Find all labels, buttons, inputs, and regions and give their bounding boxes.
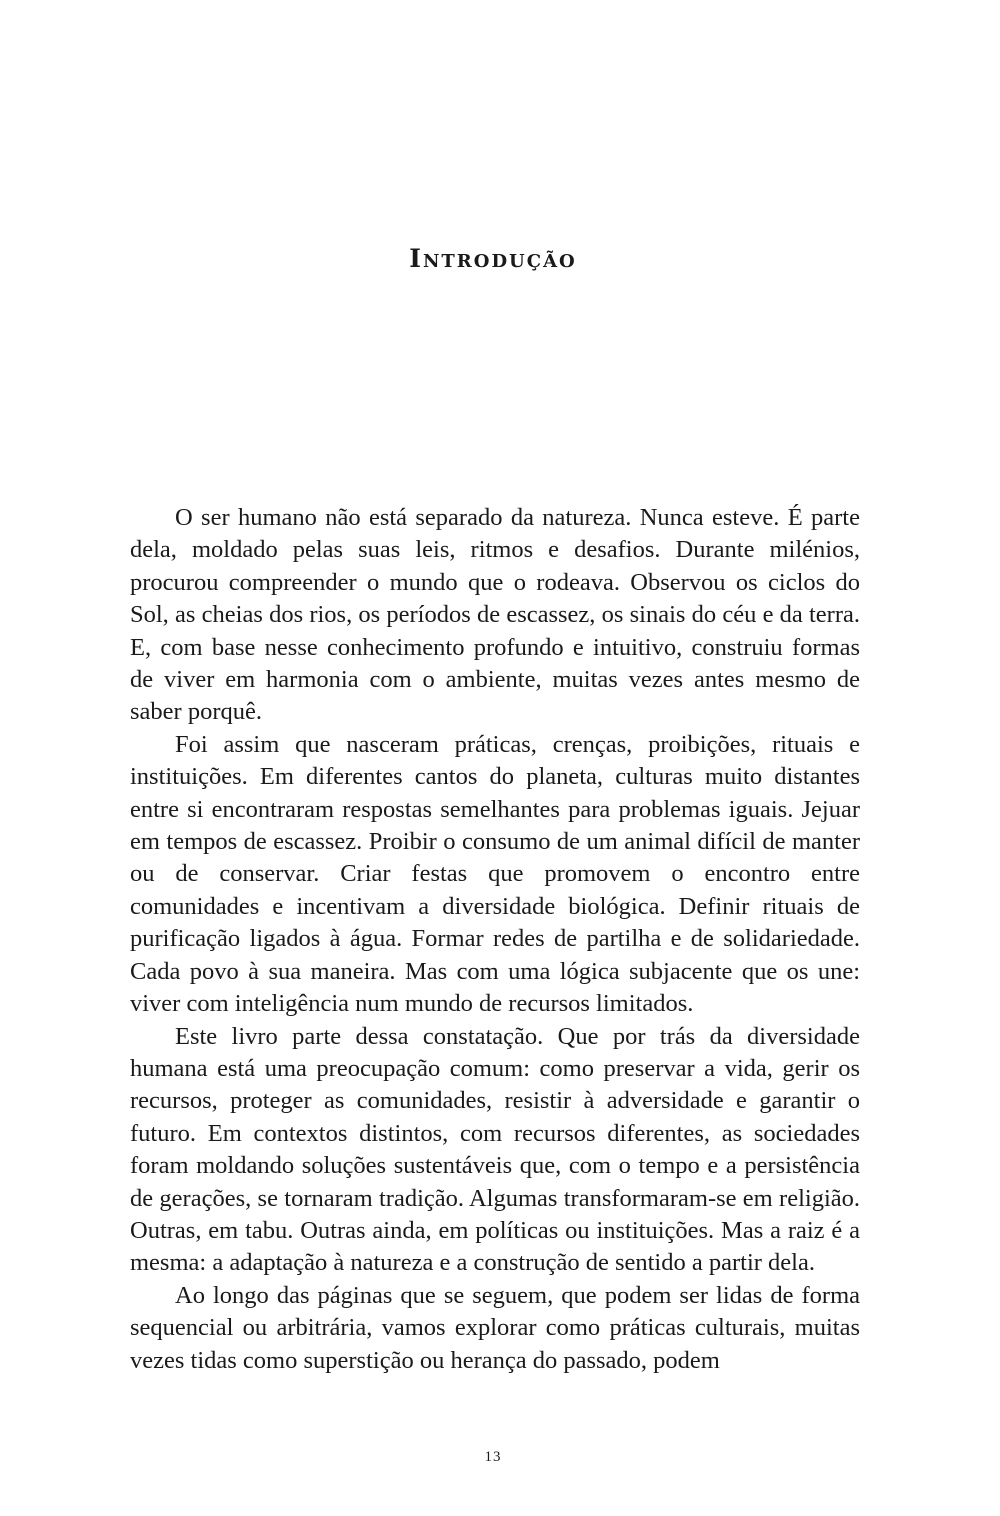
chapter-title: Introdução bbox=[409, 244, 577, 273]
paragraph-4: Ao longo das páginas que se seguem, que podem ser lidas de forma sequencial ou arbitrária, vamos explorar como práticas culturais, muitas vezes tidas como superstição ou herança do passado, podem bbox=[130, 1281, 860, 1374]
body-text bbox=[130, 502, 860, 1377]
paragraph-3: Este livro parte dessa constatação. Que por trás da diversidade humana está uma preocupação comum: como preservar a vida, gerir os recursos, proteger as comunidades, resistir à adversidade e garantir o futuro. Em contextos distintos, com recursos diferentes, as sociedades foram moldando soluções sustentáveis que, com o tempo e a persistência de gerações, se tornaram tradição. Algumas transformaram-se em religião. Outras, em tabu. Outras ainda, em políticas ou instituições. Mas a raiz é a mesma: a adaptação à natureza e a construção de sentido a partir dela. bbox=[130, 1022, 860, 1277]
page-number: 13 bbox=[484, 1449, 502, 1465]
paragraph-1: O ser humano não está separado da natureza. Nunca esteve. É parte dela, moldado pelas suas leis, ritmos e desafios. Durante milénios, procurou compreender o mundo que o rodeava. Observou os ciclos do Sol, as cheias dos rios, os períodos de escassez, os sinais do céu e da terra. E, com base nesse conhecimento profundo e intuitivo, construiu formas de viver em harmonia com o ambiente, muitas vezes antes mesmo de saber porquê. bbox=[130, 504, 860, 726]
paragraph-2: Foi assim que nasceram práticas, crenças, proibições, rituais e instituições. Em diferentes cantos do planeta, culturas muito distantes entre si encontraram respostas semelhantes para problemas iguais. Jejuar em tempos de escassez. Proibir o consumo de um animal difícil de manter ou de conservar. Criar festas que promovem o encontro entre comunidades e incentivam a diversidade biológica. Definir rituais de purificação ligados à água. Formar redes de partilha e de solidariedade. Cada povo à sua maneira. Mas com uma lógica subjacente que os une: viver com inteligência num mundo de recursos limitados. bbox=[130, 730, 860, 1018]
